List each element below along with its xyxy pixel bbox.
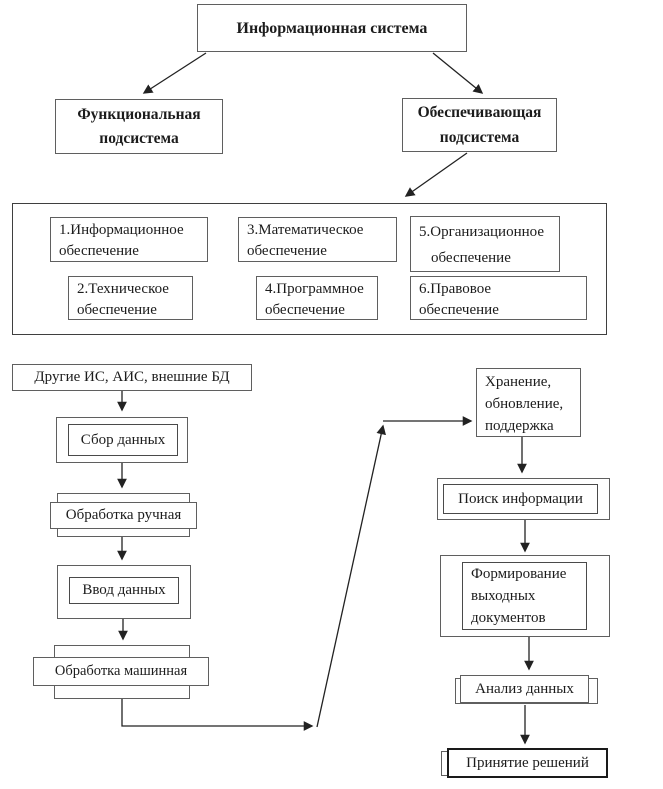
forming-documents-line2: выходных [471,588,536,604]
arrow-providing-to-support [406,153,467,196]
analysis-label: Анализ данных [475,680,574,697]
arrow-diagonal-up [317,426,383,727]
input-data-box [69,577,179,604]
search-info-box [443,484,598,514]
support-box-mathematical-line2: обеспечение [247,243,327,259]
support-box-software [256,276,378,320]
support-box-information-line2: обеспечение [59,243,139,259]
support-box-software-line2: обеспечение [265,302,345,318]
support-box-mathematical-line1: 3.Математическое [247,222,364,238]
collect-data-label: Сбор данных [80,431,166,448]
arrow-system-to-functional [144,53,206,93]
support-box-organizational-line2: обеспечение [431,250,511,266]
storage-line1: Хранение, [485,374,552,390]
decision-label: Принятие решений [466,754,589,771]
arrow-system-to-providing [433,53,482,93]
providing-subsystem-line1: Обеспечивающая [417,104,542,122]
manual-processing-box [50,502,197,529]
forming-documents-box [462,562,587,630]
support-box-legal [410,276,587,320]
support-box-legal-line2: обеспечение [419,302,499,318]
support-box-technical-line1: 2.Техническое [77,281,169,297]
support-box-software-line1: 4.Программное [265,281,364,297]
input-data-label: Ввод данных [82,582,166,598]
support-box-technical-line2: обеспечение [77,302,157,318]
machine-processing-label: Обработка машинная [54,663,188,679]
analysis-box [460,675,589,703]
functional-subsystem-box [55,99,223,154]
support-box-organizational-line1: 5.Организационное [419,224,544,240]
decision-box [447,748,608,778]
support-box-information [50,217,208,262]
collect-data-box [68,424,178,456]
support-box-legal-line1: 6.Правовое [419,281,492,297]
forming-documents-line3: документов [471,610,546,626]
machine-processing-box [33,657,209,686]
information-system-box [197,4,467,52]
functional-subsystem-line1: Функциональная [77,105,201,123]
storage-line2: обновление, [485,396,564,412]
external-sources-label: Другие ИС, АИС, внешние БД [34,369,230,385]
storage-line3: поддержка [485,418,554,434]
information-system-label: Информационная система [236,19,428,37]
external-sources-box [12,364,252,391]
manual-processing-label: Обработка ручная [65,507,182,523]
support-box-information-line1: 1.Информационное [59,222,184,238]
providing-subsystem-line2: подсистема [439,128,520,146]
support-box-technical [68,276,193,320]
forming-documents-line1: Формирование [471,566,567,582]
arrow-machine-elbow [122,699,312,726]
support-box-mathematical [238,217,397,262]
support-box-organizational [410,216,560,272]
search-info-label: Поиск информации [458,490,583,507]
providing-subsystem-box [402,98,557,152]
storage-box [476,368,581,437]
functional-subsystem-line2: подсистема [99,130,179,148]
